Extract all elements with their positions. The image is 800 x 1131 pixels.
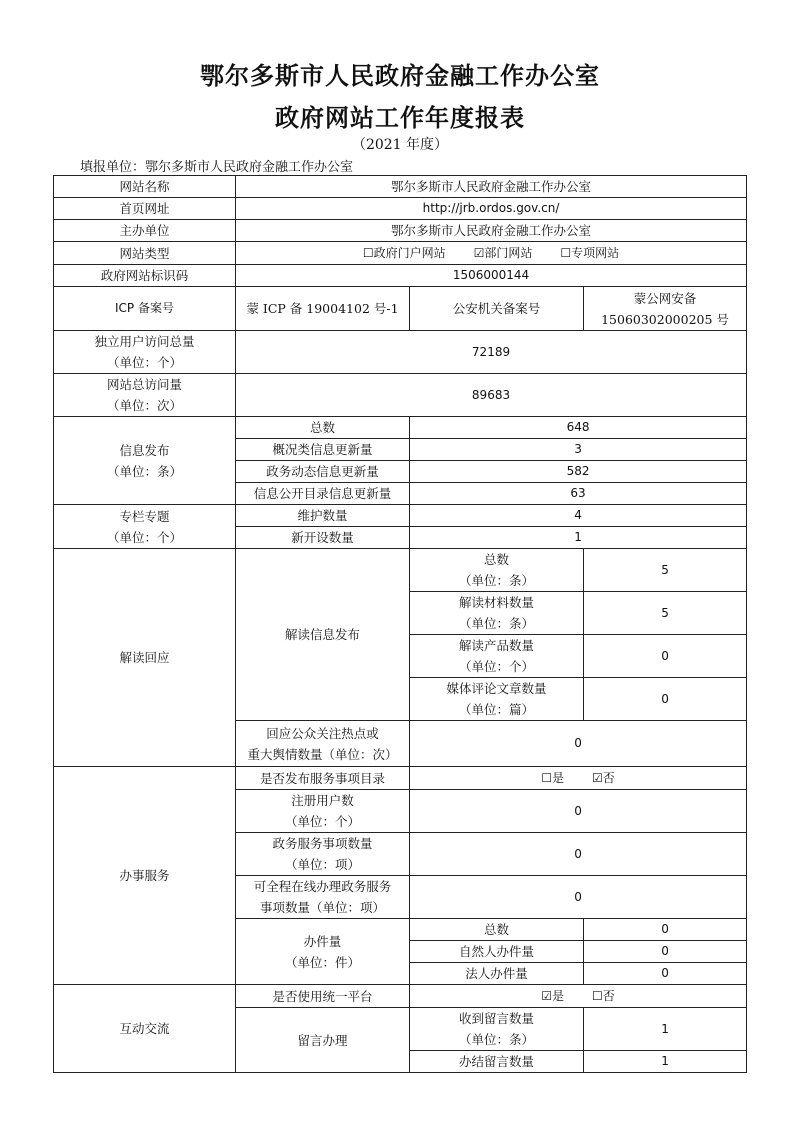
table-row [54,265,747,287]
label-line: 解读材料数量 [458,595,534,610]
interpret-product-value: 0 [584,635,747,678]
label-unit: （单位：条） [458,1032,534,1047]
interpret-response-value: 0 [410,721,747,767]
report-table [53,175,747,1073]
label-line: 政务服务事项数量 [272,836,373,851]
service-items-value: 0 [410,833,747,876]
row-label: 自然人办件量 [410,941,584,963]
info-open-value: 63 [410,483,747,505]
row-label: 办结留言数量 [410,1051,584,1073]
label-line: 总数 [483,552,509,567]
table-row [54,417,747,439]
info-total-value: 648 [410,417,747,439]
checkbox-yes: ☐是 [541,771,565,785]
label-unit: （单位：个） [458,659,534,674]
special-section-label [54,505,236,549]
label-line: 解读产品数量 [458,638,534,653]
info-news-value: 582 [410,461,747,483]
label-line: 回应公众关注热点或 [266,725,379,741]
interpret-material-value: 5 [584,592,747,635]
row-label [410,549,584,592]
row-label: 首页网址 [54,198,236,220]
interact-section-label: 互动交流 [54,985,236,1073]
special-new-value: 1 [410,527,747,549]
row-label: 总数 [236,417,410,439]
report-year: （2021 年度） [351,137,449,153]
handle-label [236,919,410,985]
label-unit: （单位：条） [458,616,534,631]
label-line: 专栏专题 [119,508,170,524]
row-label: 主办单位 [54,220,236,242]
row-label [236,721,410,767]
site-name-value: 鄂尔多斯市人民政府金融工作办公室 [236,176,747,198]
police-value [584,287,747,331]
site-id-value: 1506000144 [236,265,747,287]
homepage-value: http://jrb.ordos.gov.cn/ [236,198,747,220]
police-value-line2: 15060302000205 号 [601,311,729,327]
uv-value: 72189 [236,331,747,374]
label-unit: （单位：次） [106,398,182,413]
table-row [54,505,747,527]
service-reg-value: 0 [410,790,747,833]
table-row [54,176,747,198]
service-online-value: 0 [410,876,747,919]
catalog-options [410,767,747,790]
checkbox-portal: ☐政府门户网站 [362,246,446,260]
label-line: 信息发布 [119,442,170,458]
special-maintain-value: 4 [410,505,747,527]
row-label [410,678,584,721]
row-label: 网站类型 [54,242,236,265]
row-label [410,592,584,635]
filler-unit: 填报单位：鄂尔多斯市人民政府金融工作办公室 [80,160,354,175]
service-section-label: 办事服务 [54,767,236,985]
row-label [410,1008,584,1051]
table-row [54,331,747,374]
label-unit: （单位：条） [106,463,182,479]
police-label: 公安机关备案号 [410,287,584,331]
message-received-value: 1 [584,1008,747,1051]
label-line: 重大舆情数量（单位：次） [247,746,398,762]
row-label: 新开设数量 [236,527,410,549]
interpret-section-label: 解读回应 [54,549,236,767]
label-line: 注册用户数 [291,793,354,808]
table-row [54,242,747,265]
report-subtitle: 政府网站工作年度报表 [275,103,525,132]
table-row [54,374,747,417]
sponsor-value: 鄂尔多斯市人民政府金融工作办公室 [236,220,747,242]
label-line: 媒体评论文章数量 [446,681,547,696]
checkbox-special: ☐专项网站 [560,246,620,260]
row-label: 概况类信息更新量 [236,439,410,461]
label-line: 办件量 [303,933,342,949]
report-title: 鄂尔多斯市人民政府金融工作办公室 [200,61,600,90]
row-label [236,833,410,876]
table-row [54,220,747,242]
table-row [54,767,747,790]
message-label: 留言办理 [236,1008,410,1073]
platform-options [410,985,747,1008]
table-row [54,198,747,220]
police-value-line1: 蒙公网安备 [633,290,697,306]
interpret-publish-label: 解读信息发布 [236,549,410,721]
checkbox-no: ☑否 [592,771,615,785]
pv-value: 89683 [236,374,747,417]
checkbox-department: ☑部门网站 [473,246,533,260]
row-label [410,635,584,678]
row-label: ICP 备案号 [54,287,236,331]
label-unit: （单位：件） [284,954,360,970]
label-line: 独立用户访问总量 [94,334,195,349]
checkbox-yes: ☑是 [541,989,565,1003]
info-overview-value: 3 [410,439,747,461]
message-done-value: 1 [584,1051,747,1073]
handle-legal-value: 0 [584,963,747,985]
table-row [54,985,747,1008]
row-label: 是否发布服务事项目录 [236,767,410,790]
handle-total-value: 0 [584,919,747,941]
label-line: 网站总访问量 [106,377,182,392]
label-unit: （单位：项） [284,857,360,872]
row-label: 维护数量 [236,505,410,527]
label-unit: （单位：个） [106,529,182,545]
label-unit: （单位：个） [106,355,182,370]
row-label: 政务动态信息更新量 [236,461,410,483]
label-line: 事项数量（单位：项） [259,900,385,915]
handle-natural-value: 0 [584,941,747,963]
interpret-total-value: 5 [584,549,747,592]
label-line: 收到留言数量 [458,1011,534,1026]
label-unit: （单位：条） [458,573,534,588]
row-label [54,374,236,417]
row-label: 总数 [410,919,584,941]
row-label: 网站名称 [54,176,236,198]
icp-value: 蒙 ICP 备 19004102 号-1 [236,287,410,331]
label-unit: （单位：篇） [458,702,534,717]
checkbox-no: ☐否 [592,989,615,1003]
label-line: 可全程在线办理政务服务 [253,879,392,894]
site-type-options [236,242,747,265]
row-label: 是否使用统一平台 [236,985,410,1008]
row-label [236,790,410,833]
interpret-media-value: 0 [584,678,747,721]
row-label [54,331,236,374]
info-section-label [54,417,236,505]
row-label: 政府网站标识码 [54,265,236,287]
row-label: 信息公开目录信息更新量 [236,483,410,505]
table-row [54,549,747,592]
row-label [236,876,410,919]
row-label: 法人办件量 [410,963,584,985]
label-unit: （单位：个） [284,814,360,829]
table-row [54,287,747,331]
